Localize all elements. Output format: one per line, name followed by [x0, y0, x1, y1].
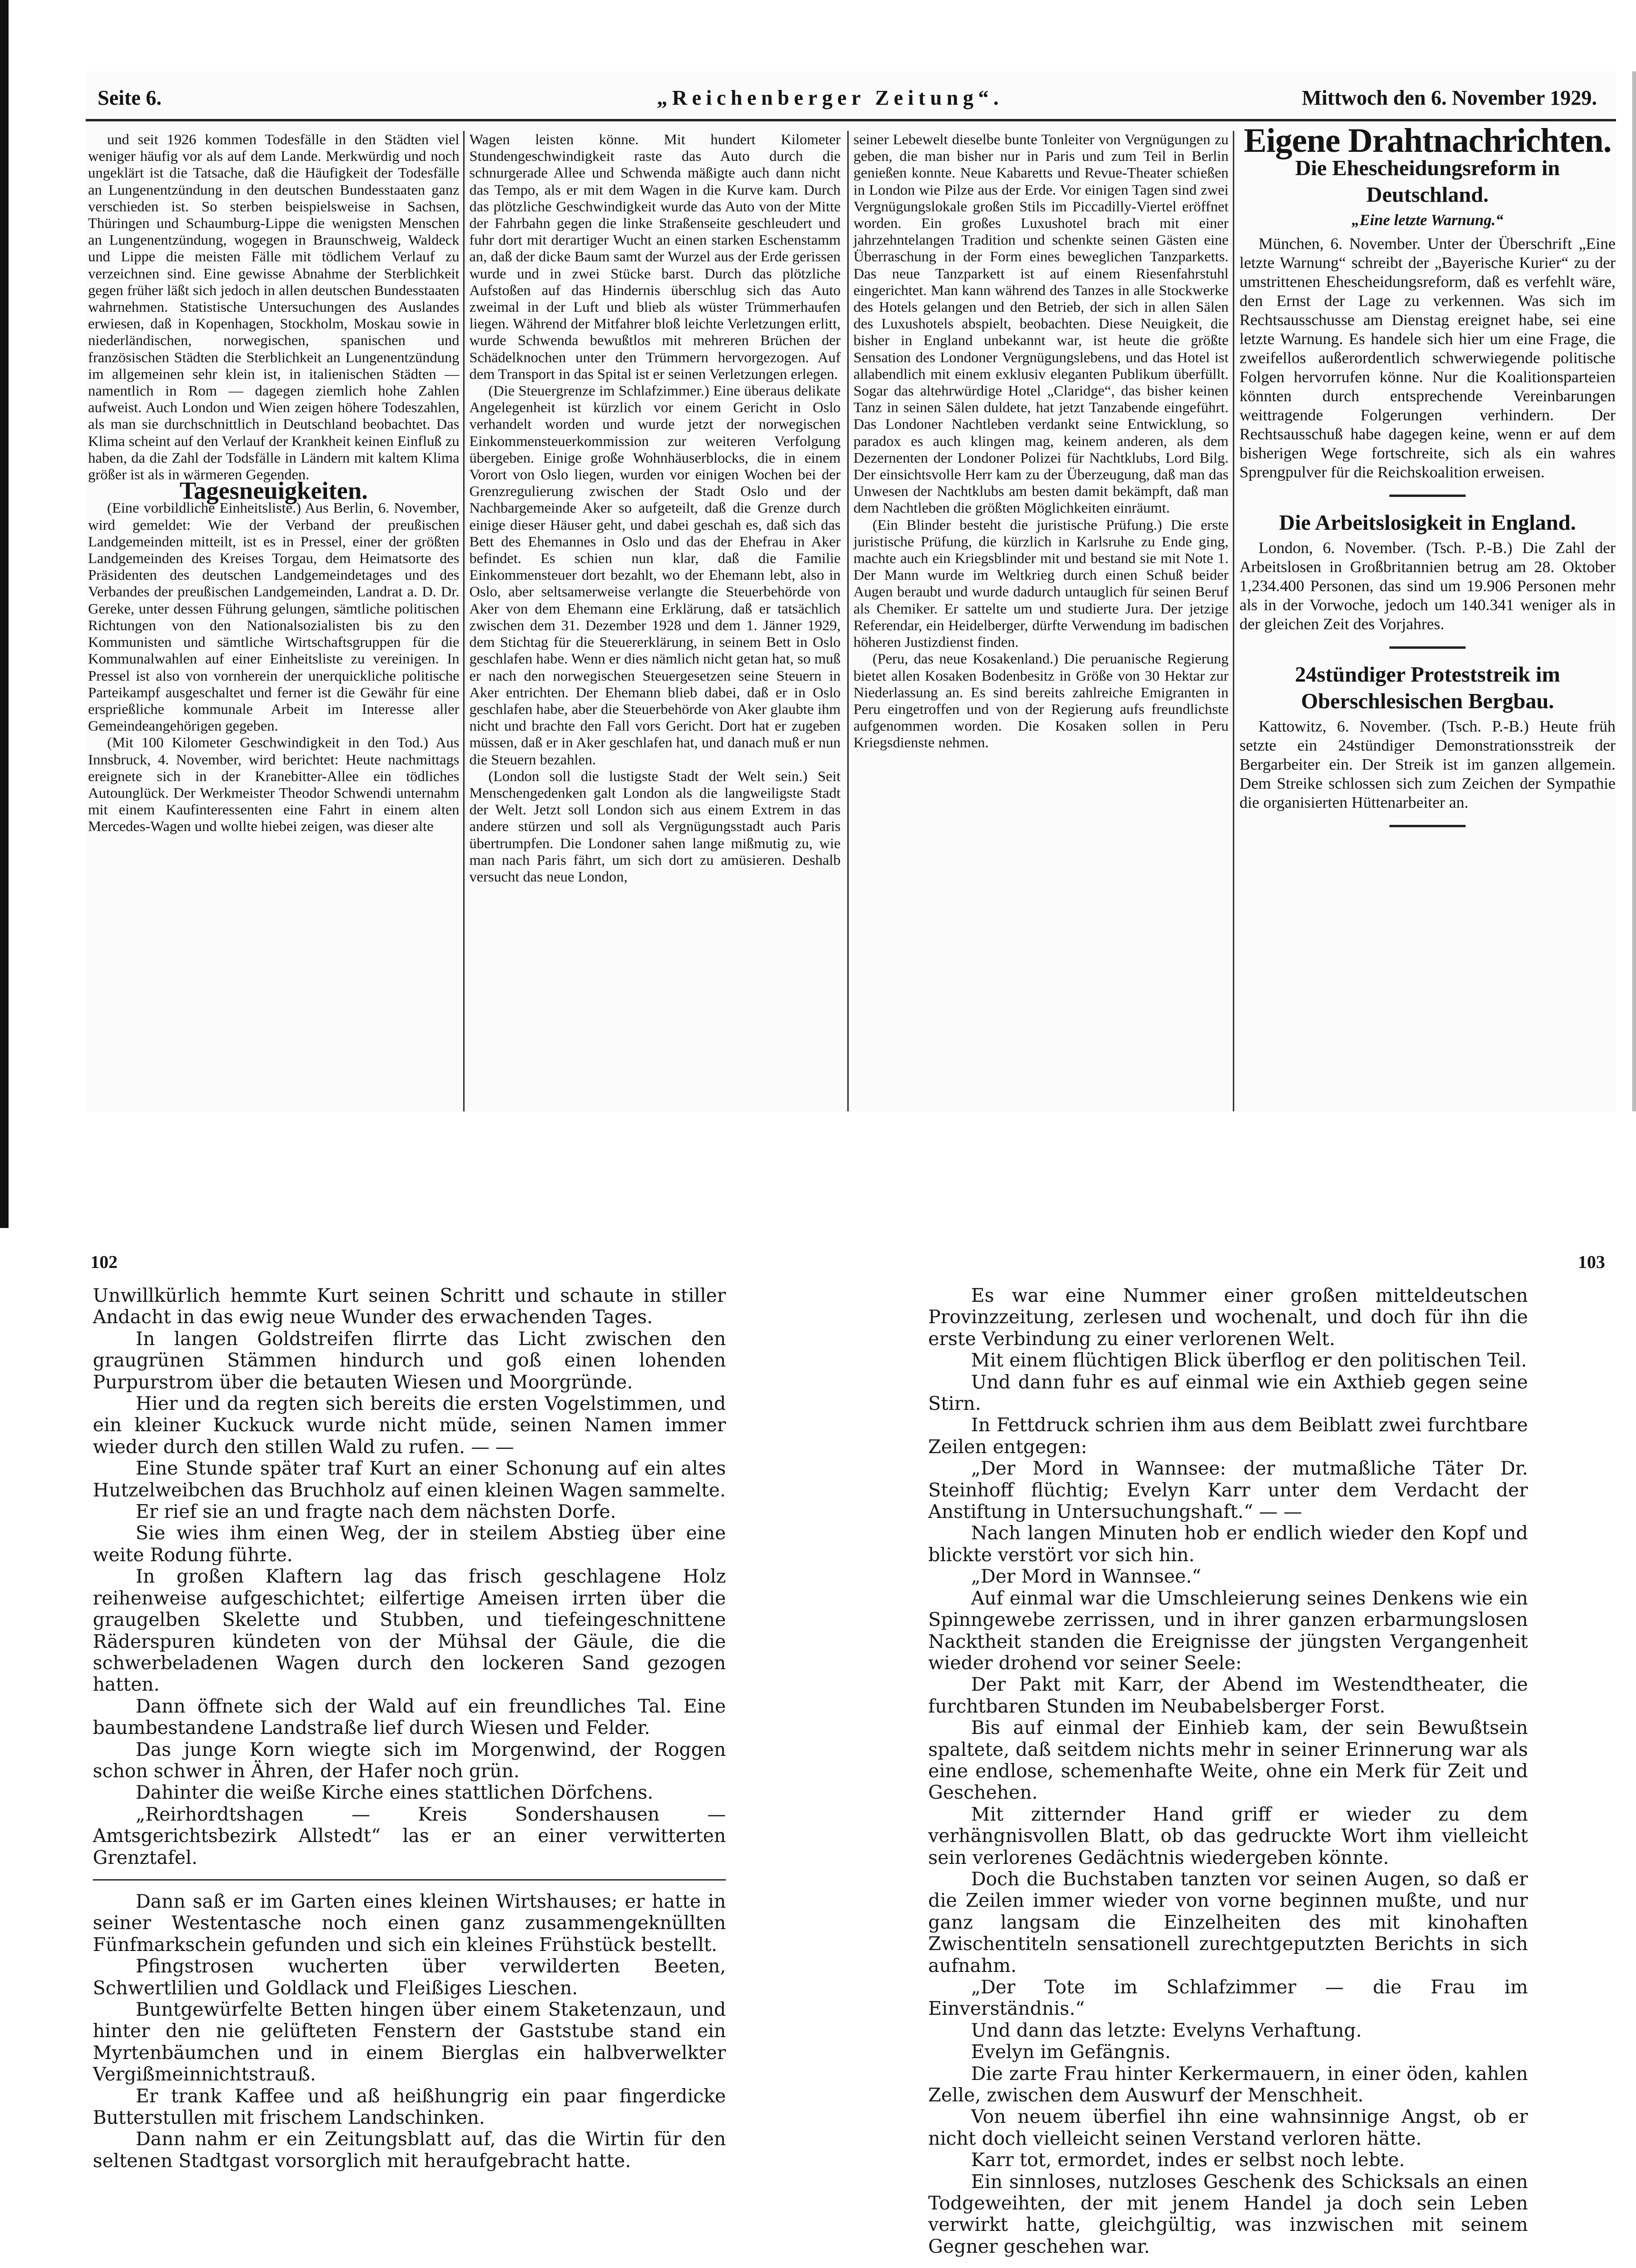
- book-paragraph: Buntgewürfelte Betten hingen über einem Staketenzaun, und hinter den nie gelüfteten Fenstern der Gaststube stand ein Myrtenbäumchen und in einem Bierglas ein halbverwelkter Vergißmeinnichtstrauß.: [93, 1999, 726, 2086]
- page-number-right: 103: [1578, 1252, 1605, 1272]
- book-paragraph: Auf einmal war die Umschleierung seines Denkens wie ein Spinngewebe zerrissen, und in ihrer ganzen erbarmungslosen Nacktheit standen die Ereignisse der jüngsten Vergangenheit wieder drohend vor seiner Seele:: [928, 1587, 1528, 1674]
- book-page-left: [93, 1285, 726, 2172]
- book-paragraph: Eine Stunde später traf Kurt an einer Schonung auf ein altes Hutzelweibchen das Bruchholz auf einen kleinen Wagen sammelte.: [93, 1458, 726, 1501]
- book-paragraph: Von neuem überfiel ihn eine wahnsinnige Angst, ob er nicht doch vielleicht seinen Verstand verloren hätte.: [928, 2106, 1528, 2149]
- column-rule: [463, 131, 465, 1111]
- book-paragraph: Dahinter die weiße Kirche eines stattlichen Dörfchens.: [136, 1782, 654, 1804]
- article-paragraph: Kattowitz, 6. November. (Tsch. P.-B.) Heute früh setzte ein 24stündiger Demonstrationsstreik der Bergarbeiter ein. Der Streik ist im ganzen allgemein. Dem Streike schlossen sich zum Zeichen der Sympathie die organisierten Hüttenarbeiter an.: [1239, 718, 1616, 812]
- article-paragraph: (Ein Blinder besteht die juristische Prüfung.) Die erste juristische Prüfung, die kürzlich in Karlsruhe zu Ende ging, machte auch ein Kriegsblinder mit und bestand sie mit Note 1. Der Mann wurde im Weltkrieg durch einen Schuß beider Augen beraubt und wurde dadurch untauglich für seinen Beruf als Chemiker. Er sattelte um und studierte Jura. Der jetzige Referendar, ein Heidelberger, dürfte Verwendung im badischen höheren Justizdienst finden.: [853, 516, 1229, 651]
- newspaper-column-1: [88, 131, 459, 1111]
- article-paragraph: (London soll die lustigste Stadt der Welt sein.) Seit Menschengedenken galt London als die langweiligste Stadt der Welt. Jetzt soll London sich aus einem Extrem in das andere stürzen und soll als Vergnügungsstadt auch Paris übertrumpfen. Die Londoner sahen lange mißmutig zu, wie man nach Paris fährt, um sich dort zu amüsieren. Deshalb versucht das neue London,: [469, 767, 841, 885]
- book-spread: [0, 1228, 1636, 2268]
- article-paragraph: Wagen leisten könne. Mit hundert Kilometer Stundengeschwindigkeit raste das Auto durch die schnurgerade Allee und Schwenda mäßigte auch dann nicht das Tempo, als er mit dem Wagen in die Kurve kam. Durch das plötzliche Geschwindigkeit wurde das Auto von der Mitte der Fahrbahn gegen die linke Straßenseite geschleudert und fuhr dort mit derartiger Wucht an einen starken Eschenstamm an, daß der dicke Baum samt der Wurzel aus der Erde gerissen wurde und in zwei Stücke barst. Durch das plötzliche Aufstoßen auf das Hindernis überschlug sich das Auto zweimal in der Luft und blieb als wüster Trümmerhaufen liegen. Während der Mitfahrer bloß leichte Verletzungen erlitt, wurde Schwenda bewußtlos mit mehreren Brüchen der Schädelknochen unter den Trümmern hervorgezogen. Auf dem Transport in das Spital ist er seinen Verletzungen erlegen.: [469, 131, 841, 382]
- book-paragraph: „Reirhordtshagen — Kreis Sondershausen — Amtsgerichtsbezirk Allstedt“ las er an einer verwitterten Grenztafel.: [93, 1803, 726, 1869]
- newspaper-column-3: [853, 131, 1229, 1111]
- book-paragraph: Doch die Buchstaben tanzten vor seinen Augen, so daß er die Zeilen immer wieder von vorne beginnen mußte, und nur ganz langsam die Einzelheiten des mit kinohaften Zwischentiteln sensationell zurechtgeputzten Berichts in sich aufnahm.: [928, 1868, 1528, 1977]
- article-paragraph: München, 6. November. Unter der Überschrift „Eine letzte Warnung“ schreibt der „Bayerische Kurier“ zu der umstrittenen Ehescheidungsreform, daß es verfehlt wäre, den Ernst der Lage zu verkennen. Was sich im Rechtsausschusse am Dienstag ereignet habe, sei eine letzte Warnung. Es handele sich hier um eine Frage, die zweifellos außerordentlich schwerwiegende politische Folgen hervorrufen könne. Nur die Koalitionsparteien könnten durch entsprechende Vereinbarungen weittragende Folgerungen verhindern. Der Rechtsausschuß habe dagegen keine, wenn er auf dem bisherigen Wege fortschreite, sich als ein wahres Sprengpulver für die Reichskoalition erweisen.: [1239, 235, 1616, 481]
- book-page-right: [928, 1285, 1528, 2258]
- book-paragraph: Ein sinnloses, nutzloses Geschenk des Schicksals an einen Todgeweihten, der mit jenem Handel ja doch sein Leben verwirkt hatte, gleichgültig, was inzwischen mit seinem Gegner geschehen war.: [928, 2171, 1528, 2258]
- column-rule: [1233, 131, 1234, 1111]
- article-paragraph: seiner Lebewelt dieselbe bunte Tonleiter von Vergnügungen zu geben, die man bisher nur in Paris und zum Teil in Berlin genießen konnte. Neue Kabaretts und Revue-Theater schießen in London wie Pilze aus der Erde. Vor einigen Tagen sind zwei Vergnügungslokale großen Stils im Piccadilly-Viertel eröffnet worden. Ein großes Luxushotel brach mit einer jahrzehntelangen Tradition und schenkte seinen Gästen eine Überraschung in der Form eines beweglichen Tanzparketts. Das neue Tanzparkett ist auf einem Riesenfahrstuhl eingerichtet. Man kann während des Tanzes in alle Stockwerke des Hotels gelangen und den Betrieb, der sich in allen Sälen des Luxushotels abspielt, beobachten. Diese Neuigkeit, die bisher in England unbekannt war, ist heute die größte Sensation des Londoner Vergnügungslebens, und das Hotel ist allabendlich mit einem exklusiv eleganten Publikum überfüllt. Sogar das altehrwürdige Hotel „Claridge“, das bisher keinen Tanz in seinen Sälen duldete, hat jetzt Tanzabende eingeführt. Das Londoner Nachtleben verdankt seine Entwicklung, so paradox es auch klingen mag, keinem anderen, als dem Dezernenten der Londoner Polizei für Nachtklubs, Lord Bilg. Der einsichtsvolle Herr kam zu der Überzeugung, daß man das Unwesen der Nachtklubs am besten damit bekämpft, daß man dem Nachtleben die größten Möglichkeiten einräumt.: [853, 131, 1229, 516]
- book-paragraph: „Der Mord in Wannsee: der mutmaßliche Täter Dr. Steinhoff flüchtig; Evelyn Karr unter dem Verdacht der Anstiftung in Untersuchungshaft.“ — —: [928, 1458, 1528, 1523]
- book-paragraph: „Der Tote im Schlafzimmer — die Frau im Einverständnis.“: [928, 1977, 1528, 2020]
- scan-edge-shadow-right: [1632, 71, 1636, 1111]
- book-paragraph: In langen Goldstreifen flirrte das Licht zwischen den graugrünen Stämmen hindurch und goß einen lohenden Purpurstrom über die betauten Wiesen und Moorgründe.: [93, 1328, 726, 1393]
- newspaper-page: [86, 71, 1616, 1111]
- newspaper-header: [86, 81, 1616, 119]
- article-paragraph: (Mit 100 Kilometer Geschwindigkeit in den Tod.) Aus Innsbruck, 4. November, wird berichtet: Heute nachmittags ereignete sich in der Kranebitter-Allee ein tödliches Autounglück. Der Werkmeister Theodor Schwendi unternahm mit einem Kaufinteressenten eine Fahrt in einem alten Mercedes-Wagen und wollte hiebei zeigen, was dieser alte: [88, 734, 459, 835]
- article-headline: Die Ehescheidungsreform in Deutschland.: [1295, 156, 1560, 207]
- article-paragraph: (Eine vorbildliche Einheitsliste.) Aus Berlin, 6. November, wird gemeldet: Wie der Verband der preußischen Landgemeinden mitteilt, ist es in Pressel, einer der größten Landgemeinden des Kreises Torgau, dem Heimatsorte des Präsidenten des deutschen Landgemeindetages und des Verbandes der preußischen Landgemeinden, Landrat a. D. Dr. Gereke, unter dessen Führung gelungen, sämtliche politischen Richtungen von den Nationalsozialisten bis zu den Kommunisten und sämtliche Wirtschaftsgruppen für die Kommunalwahlen auf einer Einheitsliste zu vereinigen. In Pressel ist also von vornherein der unerquickliche politische Parteikampf ausgeschaltet und ferner ist die Gewähr für eine ersprießliche kommunale Arbeit im Interesse aller Gemeindeangehörigen gegeben.: [88, 499, 459, 734]
- book-paragraph: Er trank Kaffee und aß heißhungrig ein paar fingerdicke Butterstullen mit frischem Landschinken.: [93, 2085, 726, 2129]
- book-paragraph: In großen Klaftern lag das frisch geschlagene Holz reihenweise aufgeschichtet; eilfertige Ameisen irrten über die graugelben Skelette und Stubben, und tiefeingeschnittene Räderspuren kündeten von der Mühsal der Gäule, die die schwerbeladenen Wagen durch den lockeren Sand gezogen hatten.: [93, 1566, 726, 1696]
- book-paragraph: Und dann fuhr es auf einmal wie ein Axthieb gegen seine Stirn.: [928, 1371, 1528, 1415]
- book-paragraph: „Der Mord in Wannsee.“: [971, 1566, 1201, 1588]
- newspaper-column-2: [469, 131, 841, 1111]
- book-paragraph: Das junge Korn wiegte sich im Morgenwind, der Roggen schon schwer in Ähren, der Hafer noch grün.: [93, 1739, 726, 1782]
- book-paragraph: Evelyn im Gefängnis.: [971, 2041, 1171, 2063]
- book-paragraph: Sie wies ihm einen Weg, der in steilem Abstieg über eine weite Rodung führte.: [93, 1523, 726, 1566]
- article-separator: [1389, 495, 1466, 497]
- book-paragraph: Nach langen Minuten hob er endlich wieder den Kopf und blickte verstört vor sich hin.: [928, 1523, 1528, 1566]
- book-paragraph: Dann öffnete sich der Wald auf ein freundliches Tal. Eine baumbestandene Landstraße lief durch Wiesen und Felder.: [93, 1695, 726, 1739]
- book-paragraph: Dann saß er im Garten eines kleinen Wirtshauses; er hatte in seiner Westentasche noch einen ganz zusammengeknüllten Fünfmarkschein gefunden und sich ein kleines Frühstück bestellt.: [93, 1891, 726, 1956]
- book-paragraph: Es war eine Nummer einer großen mitteldeutschen Provinzzeitung, zerlesen und wochenalt, und doch für ihn die erste Verbindung zu einer verlorenen Welt.: [928, 1285, 1528, 1350]
- book-paragraph: Dann nahm er ein Zeitungsblatt auf, das die Wirtin für den seltenen Stadtgast vorsorglich mit heraufgebracht hatte.: [93, 2129, 726, 2172]
- section-break-rule: [93, 1879, 726, 1881]
- book-paragraph: Die zarte Frau hinter Kerkermauern, in einer öden, kahlen Zelle, zwischen dem Auswurf der Menschheit.: [928, 2063, 1528, 2107]
- book-paragraph: Bis auf einmal der Einhieb kam, der sein Bewußtsein spaltete, daß seitdem nichts mehr in seiner Erinnerung war als eine endlose, schemenhafte Weite, ohne ein Merk für Zeit und Geschehen.: [928, 1717, 1528, 1804]
- book-paragraph: Pfingstrosen wucherten über verwilderten Beeten, Schwertlilien und Goldlack und Fleißiges Lieschen.: [93, 1956, 726, 1999]
- column-rule: [847, 131, 849, 1111]
- book-paragraph: Er rief sie an und fragte nach dem nächsten Dorfe.: [136, 1501, 616, 1523]
- book-paragraph: Unwillkürlich hemmte Kurt seinen Schritt und schaute in stiller Andacht in das ewig neue Wunder des erwachenden Tages.: [93, 1285, 726, 1328]
- book-paragraph: In Fettdruck schrien ihm aus dem Beiblatt zwei furchtbare Zeilen entgegen:: [928, 1415, 1528, 1458]
- section-heading: Tagesneuigkeiten.: [179, 477, 368, 505]
- book-paragraph: Mit einem flüchtigen Blick überflog er den politischen Teil.: [971, 1350, 1527, 1372]
- issue-date: Mittwoch den 6. November 1929.: [1302, 86, 1597, 109]
- page-number-left: 102: [90, 1252, 118, 1272]
- article-paragraph: (Peru, das neue Kosakenland.) Die peruanische Regierung bietet allen Kosaken Bodenbesitz in Größe von 30 Hektar zur Niederlassung an. Es sind bereits zahlreiche Emigranten in Peru eingetroffen und von der Regierung aufs freundlichste aufgenommen worden. Die Kosaken sollen in Peru Kriegsdienste nehmen.: [853, 650, 1229, 751]
- article-headline: Die Arbeitslosigkeit in England.: [1279, 510, 1576, 535]
- book-paragraph: Hier und da regten sich bereits die ersten Vogelstimmen, und ein kleiner Kuckuck wurde nicht müde, seinen Namen immer wieder durch den stillen Wald zu rufen. — —: [93, 1393, 726, 1458]
- article-paragraph: London, 6. November. (Tsch. P.-B.) Die Zahl der Arbeitslosen in Großbritannien betrug am 28. Oktober 1,234.400 Personen, das sind um 19.906 Personen mehr als in der Vorwoche, jedoch um 140.341 weniger als in der gleichen Zeit des Vorjahres.: [1239, 539, 1616, 633]
- book-paragraph: Karr tot, ermordet, indes er selbst noch lebte.: [971, 2149, 1405, 2171]
- newspaper-title: „Reichenberger Zeitung“.: [657, 86, 1004, 109]
- page-label: Seite 6.: [98, 86, 162, 109]
- book-paragraph: Und dann das letzte: Evelyns Verhaftung.: [971, 2020, 1362, 2041]
- book-paragraph: Mit zitternder Hand griff er wieder zu dem verhängnisvollen Blatt, ob das gedruckte Wort ihm vielleicht sein verlorenes Gedächtnis wiedergeben könnte.: [928, 1803, 1528, 1869]
- article-paragraph: und seit 1926 kommen Todesfälle in den Städten viel weniger häufig vor als auf dem Lande. Merkwürdig und noch ungeklärt ist die Tatsache, daß die Häufigkeit der Todesfälle an Lungenentzündung in den deutschen Bundesstaaten ganz verschieden ist. So sterben beispielsweise in Sachsen, Thüringen und Schaumburg-Lippe die wenigsten Menschen an Lungenentzündung, wogegen in Braunschweig, Waldeck und Lippe die meisten Fälle mit tödlichem Verlauf zu verzeichnen sind. Eine gewisse Abnahme der Sterblichkeit gegen früher läßt sich jedoch in allen deutschen Bundesstaaten wahrnehmen. Statistische Untersuchungen des Auslandes erwiesen, daß in Kopenhagen, Stockholm, Moskau sowie in niederländischen, norwegischen, spanischen und französischen Städten die Sterblichkeit an Lungenentzündung im allgemeinen sehr klein ist, in italienischen Städten — namentlich in Rom — dagegen ziemlich hohe Zahlen aufweist. Auch London und Wien zeigen höhere Todeszahlen, als man sie durchschnittlich in Deutschland beobachtet. Das Klima scheint auf den Verlauf der Krankheit keinen Einfluß zu haben, da die Zahl der Todsfälle in Ländern mit kaltem Klima größer ist als in wärmeren Gegenden.: [88, 131, 459, 483]
- article-paragraph: (Die Steuergrenze im Schlafzimmer.) Eine überaus delikate Angelegenheit ist kürzlich vor einem Gericht in Oslo verhandelt worden und wurde jetzt der norwegischen Einkommensteuerkommission zur weiteren Verfolgung übergeben. Einige große Wohnhäuserblocks, die in einem Vorort von Oslo liegen, wurden vor einigen Wochen bei der Grenzregulierung zwischen der Stadt Oslo und der Nachbargemeinde Aker so aufgeteilt, daß die Grenze durch einige dieser Häuser geht, und dabei geschah es, daß sich das Bett des Ehemannes in Oslo und das der Ehefrau in Aker befindet. Es schien nun klar, daß die Familie Einkommensteuer dort bezahlt, wo der Ehemann lebt, also in Oslo, aber seltsamerweise verlangte die Steuerbehörde von Aker von dem Ehemann eine Erklärung, daß er tatsächlich zwischen dem 31. Dezember 1928 und dem 1. Jänner 1929, dem Stichtag für die Steuererklärung, in seinem Bett in Oslo geschlafen habe. Wenn er dies nämlich nicht getan hat, so muß er nach den norwegischen Steuergesetzen seine Steuern in Aker entrichten. Der Ehemann blieb dabei, daß er in Oslo geschlafen habe, aber die Steuerbehörde von Aker glaubte ihm nicht und brachte den Fall vors Gericht. Dort hat er zugeben müssen, daß er in Aker geschlafen hat, und danach muß er nun die Steuern bezahlen.: [469, 382, 841, 768]
- article-separator: [1389, 646, 1466, 649]
- section-heading: Eigene Drahtnachrichten.: [1244, 121, 1611, 159]
- newspaper-column-4: [1239, 121, 1616, 1111]
- article-separator: [1389, 825, 1466, 827]
- article-subheadline: „Eine letzte Warnung.“: [1351, 212, 1504, 229]
- book-paragraph: Der Pakt mit Karr, der Abend im Westendtheater, die furchtbaren Stunden im Neubabelsberger Forst.: [928, 1674, 1528, 1717]
- article-headline: 24stündiger Proteststreik im Oberschlesischen Bergbau.: [1295, 662, 1560, 713]
